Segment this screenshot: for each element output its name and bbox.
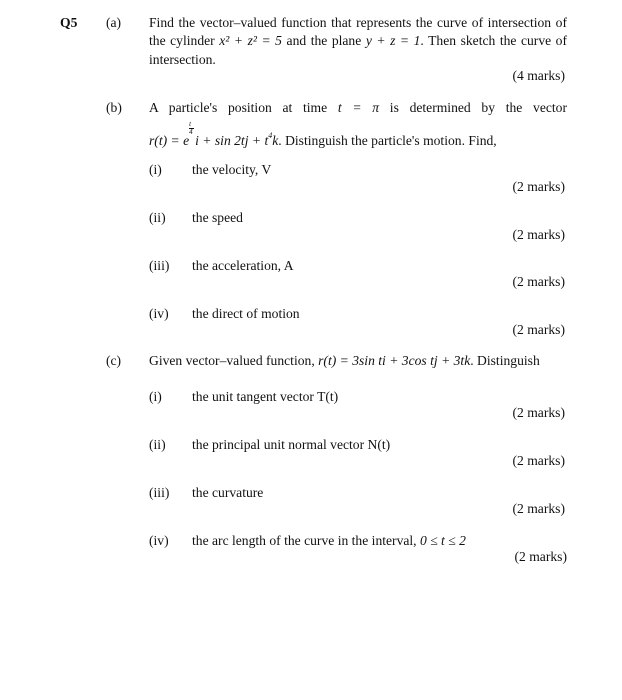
part-a-line2-post: . Then sketch the curve of — [420, 33, 568, 48]
part-c-vector-function: r(t) = 3sin ti + 3cos tj + 3tk — [318, 353, 471, 368]
part-b-line1-pre: A particle's position at time — [149, 100, 328, 115]
part-b-item-label: (iv) — [149, 306, 169, 321]
part-a-marks: (4 marks) — [512, 68, 565, 83]
part-a-line1: Find the vector–valued function that represents the curve of intersection of — [149, 15, 567, 30]
part-c-item-label: (iii) — [149, 485, 170, 500]
part-b-item-text: the speed — [192, 210, 243, 225]
exp-denominator: 4 — [189, 128, 193, 136]
part-a-label: (a) — [106, 15, 122, 30]
part-b-item-marks: (2 marks) — [512, 322, 565, 337]
part-a-line3: intersection. — [149, 52, 216, 67]
part-c-item-label: (i) — [149, 389, 162, 404]
part-b-item-marks: (2 marks) — [512, 179, 565, 194]
part-b-line2 — [149, 120, 497, 149]
part-c-item-marks: (2 marks) — [512, 453, 565, 468]
part-b-item-label: (iii) — [149, 258, 170, 273]
part-b-label: (b) — [106, 100, 122, 115]
part-c-item-marks: (2 marks) — [512, 405, 565, 420]
part-c-item-text: the principal unit normal vector N(t) — [192, 437, 391, 452]
part-c-item-label: (ii) — [149, 437, 166, 452]
part-b-item-text: the direct of motion — [192, 306, 300, 321]
part-b-item-label: (i) — [149, 162, 162, 177]
part-b-item-marks: (2 marks) — [512, 227, 565, 242]
part-c-line1-pre: Given vector–valued function, — [149, 353, 315, 368]
part-a-line2-mid: and the plane — [286, 33, 362, 48]
part-b-exponent-fraction — [189, 120, 195, 137]
part-a-cylinder-equation: x² + z² = 5 — [219, 33, 282, 48]
part-b-line1 — [149, 100, 567, 116]
part-c-line1 — [149, 353, 540, 369]
part-b-line1-post: is determined by the vector — [389, 100, 568, 115]
part-c-item-marks: (2 marks) — [514, 549, 567, 564]
part-c-item-marks: (2 marks) — [512, 501, 565, 516]
part-b-position-vector-tail: i + sin 2tj + t — [195, 133, 269, 148]
part-c-item-text: the unit tangent vector T(t) — [192, 389, 339, 404]
part-c-interval: 0 ≤ t ≤ 2 — [420, 533, 466, 548]
part-b-item-text: the velocity, V — [192, 162, 272, 177]
part-b-power-four: 4 — [268, 131, 273, 140]
part-b-item-text: the acceleration, A — [192, 258, 294, 273]
part-b-time-equation: t = π — [337, 100, 380, 115]
part-c-item-text: the curvature — [192, 485, 264, 500]
part-b-line2-text: . Distinguish the particle's motion. Find, — [278, 133, 497, 148]
exp-numerator: t — [189, 120, 192, 128]
part-a-plane-equation: y + z = 1 — [365, 33, 421, 48]
question-number: Q5 — [60, 15, 78, 30]
part-c-item-text: the arc length of the curve in the interval, — [192, 533, 417, 548]
part-c-item-label: (iv) — [149, 533, 169, 548]
part-a-line2 — [149, 33, 567, 49]
part-b-item-marks: (2 marks) — [512, 274, 565, 289]
part-c-label: (c) — [106, 353, 122, 368]
part-b-position-vector-head: r(t) = e — [149, 133, 190, 148]
part-a-line2-pre: the cylinder — [149, 33, 215, 48]
part-b-item-label: (ii) — [149, 210, 166, 225]
part-b-position-vector-end: k — [272, 133, 279, 148]
part-c-item-text-row — [192, 533, 466, 549]
part-c-line1-post: . Distinguish — [470, 353, 540, 368]
